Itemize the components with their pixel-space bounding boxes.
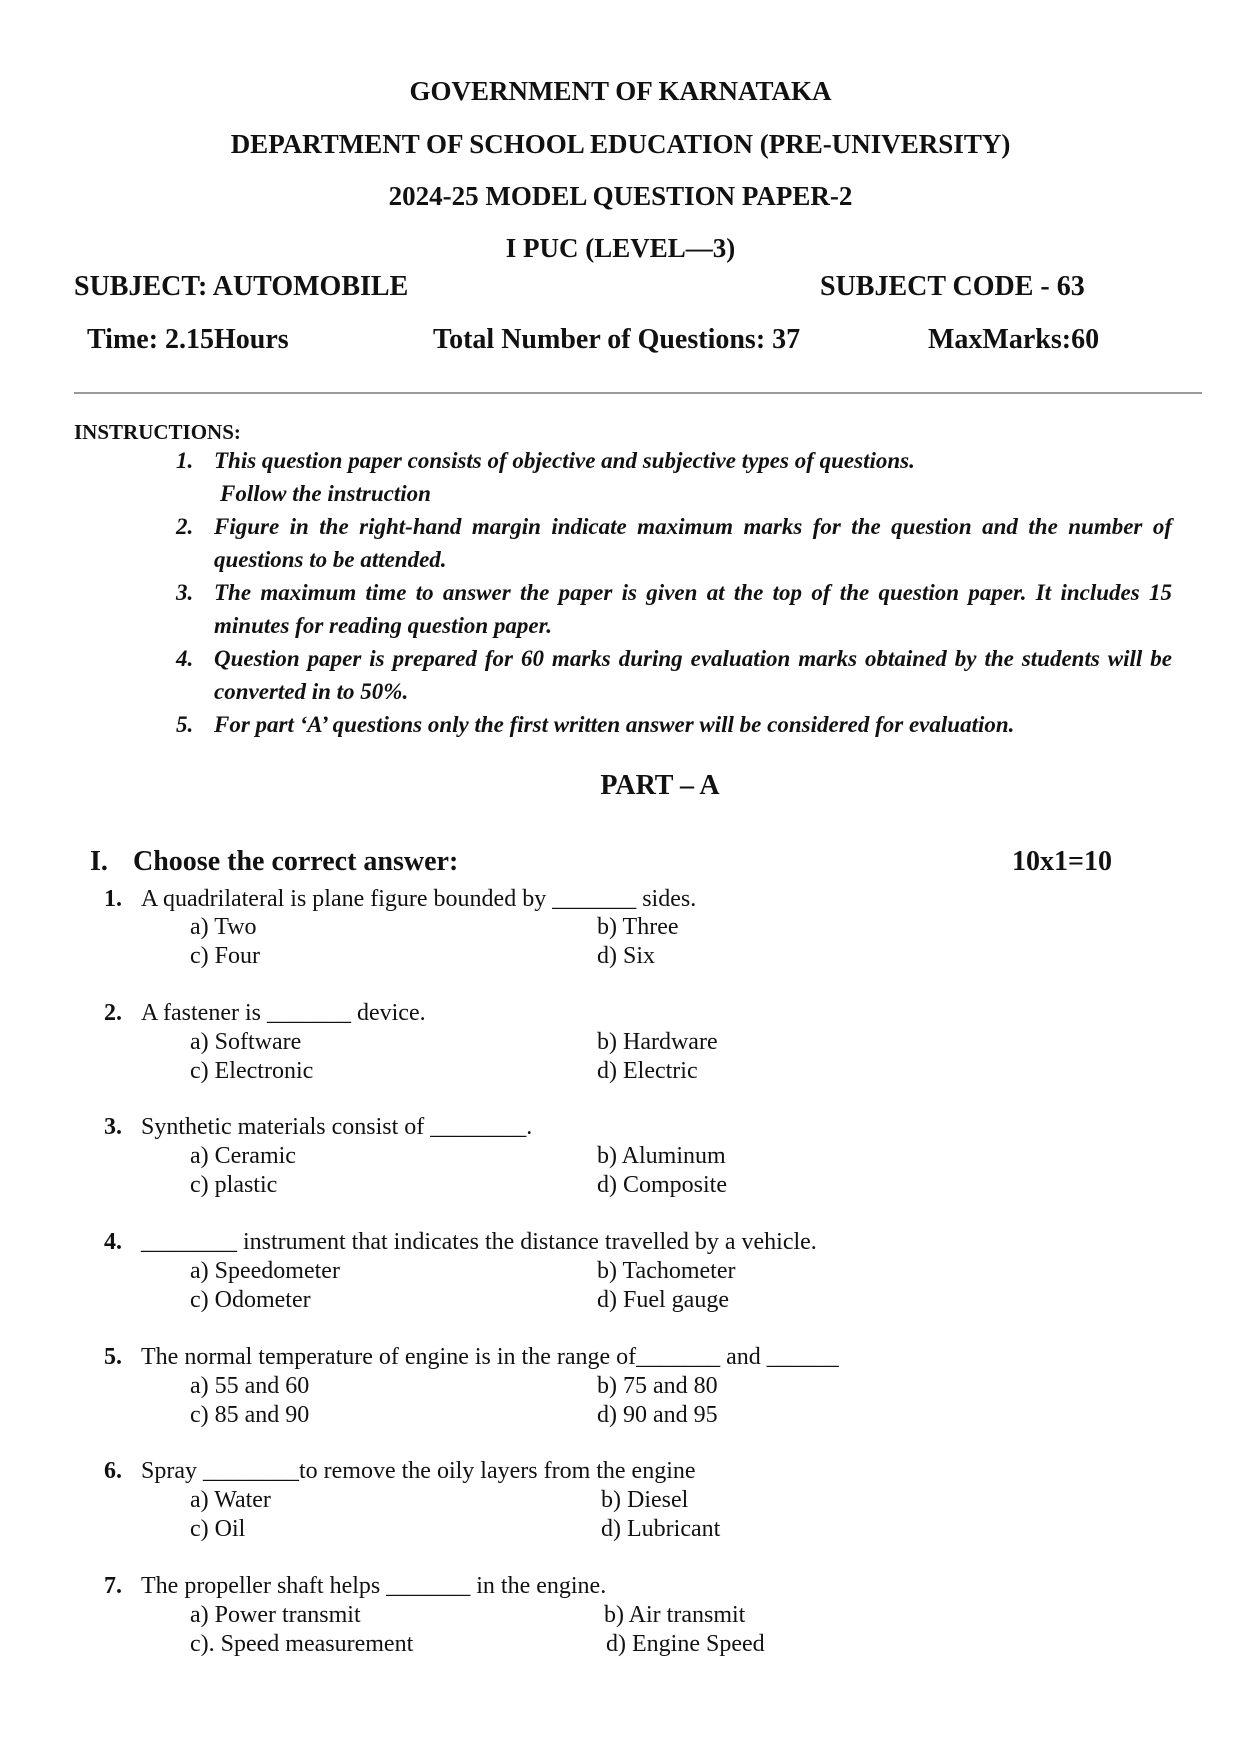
- subject-code: SUBJECT CODE - 63: [820, 271, 1085, 302]
- option-a: a) Water: [190, 1487, 271, 1513]
- instruction-text: This question paper consists of objective and subjective types of questions.: [214, 448, 915, 473]
- option-c: c) Electronic: [190, 1058, 314, 1084]
- instruction-item: 4. Question paper is prepared for 60 marks during evaluation marks obtained by the students will be converted in to 50%.: [176, 646, 1172, 704]
- option-d: d) Electric: [597, 1058, 698, 1084]
- instruction-text: Question paper is prepared for 60 marks during evaluation marks obtained by the students will be converted in to 50%.: [214, 646, 1172, 704]
- option-b: b) Hardware: [597, 1029, 718, 1055]
- instruction-item: 5. For part ‘A’ questions only the first written answer will be considered for evaluation.: [176, 712, 1015, 737]
- instruction-item: 1. This question paper consists of objective and subjective types of questions. Follow the instruction: [176, 448, 915, 506]
- header-paper-title: 2024-25 MODEL QUESTION PAPER-2: [388, 181, 853, 211]
- instruction-item: 3. The maximum time to answer the paper is given at the top of the question paper. It includes 15 minutes for reading question paper.: [176, 580, 1172, 638]
- option-c: c) plastic: [190, 1172, 278, 1198]
- question-text: A quadrilateral is plane figure bounded by _______ sides.: [141, 886, 697, 912]
- question-text: Spray ________to remove the oily layers from the engine: [141, 1458, 696, 1484]
- option-a: a) Ceramic: [190, 1143, 296, 1169]
- part-heading: PART – A: [600, 770, 720, 801]
- question-number: 5.: [104, 1344, 122, 1370]
- instruction-text: For part ‘A’ questions only the first written answer will be considered for evaluation.: [214, 712, 1015, 737]
- option-b: b) Air transmit: [604, 1602, 746, 1628]
- subject-name: SUBJECT: AUTOMOBILE: [74, 271, 409, 302]
- option-c: c) Oil: [190, 1516, 246, 1542]
- max-marks: MaxMarks:60: [928, 324, 1100, 355]
- question-text: Synthetic materials consist of ________.: [141, 1114, 533, 1140]
- header-divider: [74, 392, 1202, 394]
- exam-time: Time: 2.15Hours: [87, 324, 289, 355]
- option-c: c). Speed measurement: [190, 1631, 414, 1657]
- question-number: 4.: [104, 1229, 122, 1255]
- question-number: 2.: [104, 1000, 122, 1026]
- section-marks: 10x1=10: [1012, 846, 1112, 877]
- option-b: b) Three: [597, 914, 679, 940]
- instruction-text: Figure in the right-hand margin indicate maximum marks for the question and the number of questions to be attended.: [214, 514, 1172, 572]
- option-d: d) Six: [597, 943, 656, 969]
- question-number: 1.: [104, 886, 122, 912]
- instructions-title: INSTRUCTIONS:: [74, 420, 241, 444]
- question-number: 7.: [104, 1573, 122, 1599]
- header-government: GOVERNMENT OF KARNATAKA: [409, 76, 832, 106]
- option-d: d) Composite: [597, 1172, 727, 1198]
- option-b: b) Diesel: [601, 1487, 689, 1513]
- option-d: d) Engine Speed: [606, 1631, 765, 1657]
- question-text: The propeller shaft helps _______ in the engine.: [141, 1573, 607, 1599]
- option-a: a) 55 and 60: [190, 1373, 310, 1399]
- instruction-text-continued: Follow the instruction: [220, 481, 431, 506]
- option-d: d) 90 and 95: [597, 1402, 718, 1428]
- instruction-text: The maximum time to answer the paper is given at the top of the question paper. It includes 15 minutes for reading question paper.: [214, 580, 1172, 638]
- option-b: b) Aluminum: [597, 1143, 726, 1169]
- section-title: Choose the correct answer:: [133, 846, 459, 877]
- option-a: a) Power transmit: [190, 1602, 361, 1628]
- question-number: 6.: [104, 1458, 122, 1484]
- option-c: c) Four: [190, 943, 260, 969]
- instructions-list: [172, 444, 1172, 741]
- header-department: DEPARTMENT OF SCHOOL EDUCATION (PRE-UNIVERSITY): [230, 129, 1011, 159]
- header-level: I PUC (LEVEL—3): [505, 233, 736, 263]
- question-text: A fastener is _______ device.: [141, 1000, 426, 1026]
- option-c: c) Odometer: [190, 1287, 311, 1313]
- option-a: a) Two: [190, 914, 257, 940]
- question-number: 3.: [104, 1114, 122, 1140]
- option-b: b) Tachometer: [597, 1258, 736, 1284]
- option-b: b) 75 and 80: [597, 1373, 718, 1399]
- option-d: d) Fuel gauge: [597, 1287, 729, 1313]
- option-a: a) Software: [190, 1029, 302, 1055]
- question-text: ________ instrument that indicates the distance travelled by a vehicle.: [141, 1229, 817, 1255]
- instruction-item: 2. Figure in the right-hand margin indicate maximum marks for the question and the number of questions to be attended.: [176, 514, 1172, 572]
- option-c: c) 85 and 90: [190, 1402, 310, 1428]
- option-d: d) Lubricant: [601, 1516, 721, 1542]
- question-text: The normal temperature of engine is in the range of_______ and ______: [141, 1344, 839, 1370]
- option-a: a) Speedometer: [190, 1258, 340, 1284]
- section-number: I.: [90, 846, 108, 877]
- total-questions: Total Number of Questions: 37: [433, 324, 801, 355]
